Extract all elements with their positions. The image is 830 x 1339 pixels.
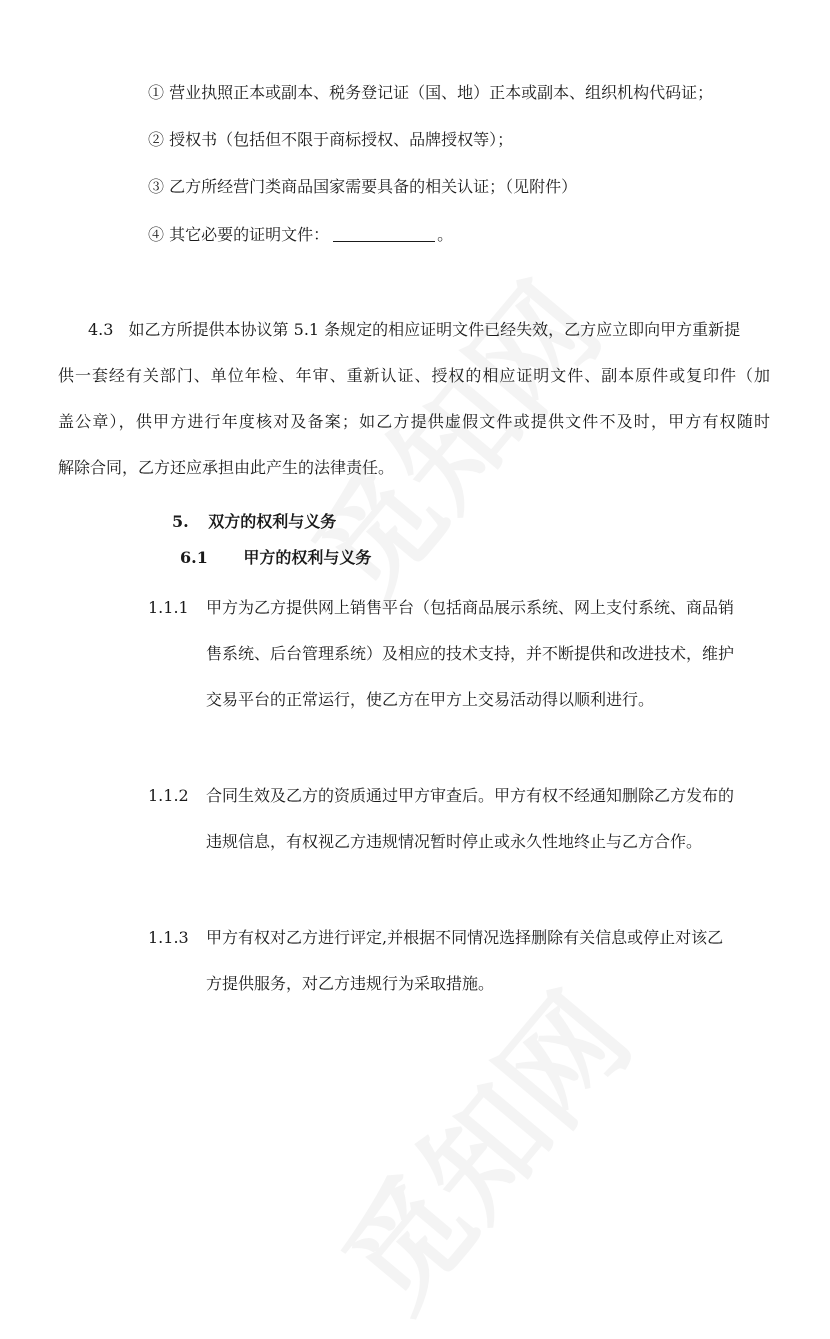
subsection-number: 6.1 bbox=[180, 548, 208, 567]
list-marker: ③ bbox=[148, 177, 165, 196]
list-item bbox=[148, 225, 453, 245]
clause-number: 1.1.3 bbox=[148, 928, 189, 947]
clause-text: 违规信息，有权视乙方违规情况暂时停止或永久性地终止与乙方合作。 bbox=[206, 832, 703, 851]
list-item-text: 。 bbox=[437, 225, 454, 244]
clause-number: 1.1.1 bbox=[148, 598, 189, 617]
clause-text: 交易平台的正常运行，使乙方在甲方上交易活动得以顺利进行。 bbox=[206, 690, 655, 709]
clause-number: 4.3 bbox=[88, 320, 114, 339]
clause-4-3-line: 盖公章），供甲方进行年度核对及备案；如乙方提供虚假文件或提供文件不及时，甲方有权随时 bbox=[58, 412, 770, 431]
list-item-text: 乙方所经营门类商品国家需要具备的相关认证；（见附件） bbox=[169, 177, 578, 196]
list-marker: ② bbox=[148, 130, 165, 149]
clause-text: 方提供服务，对乙方违规行为采取措施。 bbox=[206, 974, 495, 993]
clause-number: 1.1.2 bbox=[148, 786, 189, 805]
clause-4-3-line: 供一套经有关部门、单位年检、年审、重新认证、授权的相应证明文件、副本原件或复印件（加 bbox=[58, 366, 770, 385]
list-item bbox=[148, 177, 577, 197]
section-number: 5. bbox=[172, 512, 189, 531]
subsection-title: 甲方的权利与义务 bbox=[243, 548, 372, 567]
list-marker: ④ bbox=[148, 225, 165, 244]
fill-in-blank[interactable] bbox=[333, 225, 435, 242]
clause-4-3-line bbox=[88, 320, 740, 340]
list-item-text: 授权书（包括但不限于商标授权、品牌授权等）； bbox=[169, 130, 514, 149]
list-item-text: 其它必要的证明文件： bbox=[169, 225, 330, 244]
clause-text: 甲方有权对乙方进行评定,并根据不同情况选择删除有关信息或停止对该乙 bbox=[206, 928, 724, 947]
section-heading bbox=[172, 512, 336, 532]
list-item bbox=[148, 130, 513, 150]
clause-text: 合同生效及乙方的资质通过甲方审查后。甲方有权不经通知删除乙方发布的 bbox=[206, 786, 735, 805]
list-item-text: 营业执照正本或副本、税务登记证（国、地）正本或副本、组织机构代码证； bbox=[169, 83, 714, 102]
subsection-heading bbox=[180, 548, 371, 568]
watermark bbox=[298, 953, 661, 1339]
list-item bbox=[148, 83, 713, 103]
clause-text: 甲方为乙方提供网上销售平台（包括商品展示系统、网上支付系统、商品销 bbox=[206, 598, 735, 617]
watermark bbox=[268, 243, 631, 629]
list-marker: ① bbox=[148, 83, 165, 102]
clause-4-3-line: 解除合同，乙方还应承担由此产生的法律责任。 bbox=[58, 458, 395, 477]
clause-text: 如乙方所提供本协议第 5.1 条规定的相应证明文件已经失效，乙方应立即向甲方重新提 bbox=[128, 320, 741, 339]
clause-text: 售系统、后台管理系统）及相应的技术支持，并不断提供和改进技术，维护 bbox=[206, 644, 735, 663]
section-title: 双方的权利与义务 bbox=[208, 512, 337, 531]
